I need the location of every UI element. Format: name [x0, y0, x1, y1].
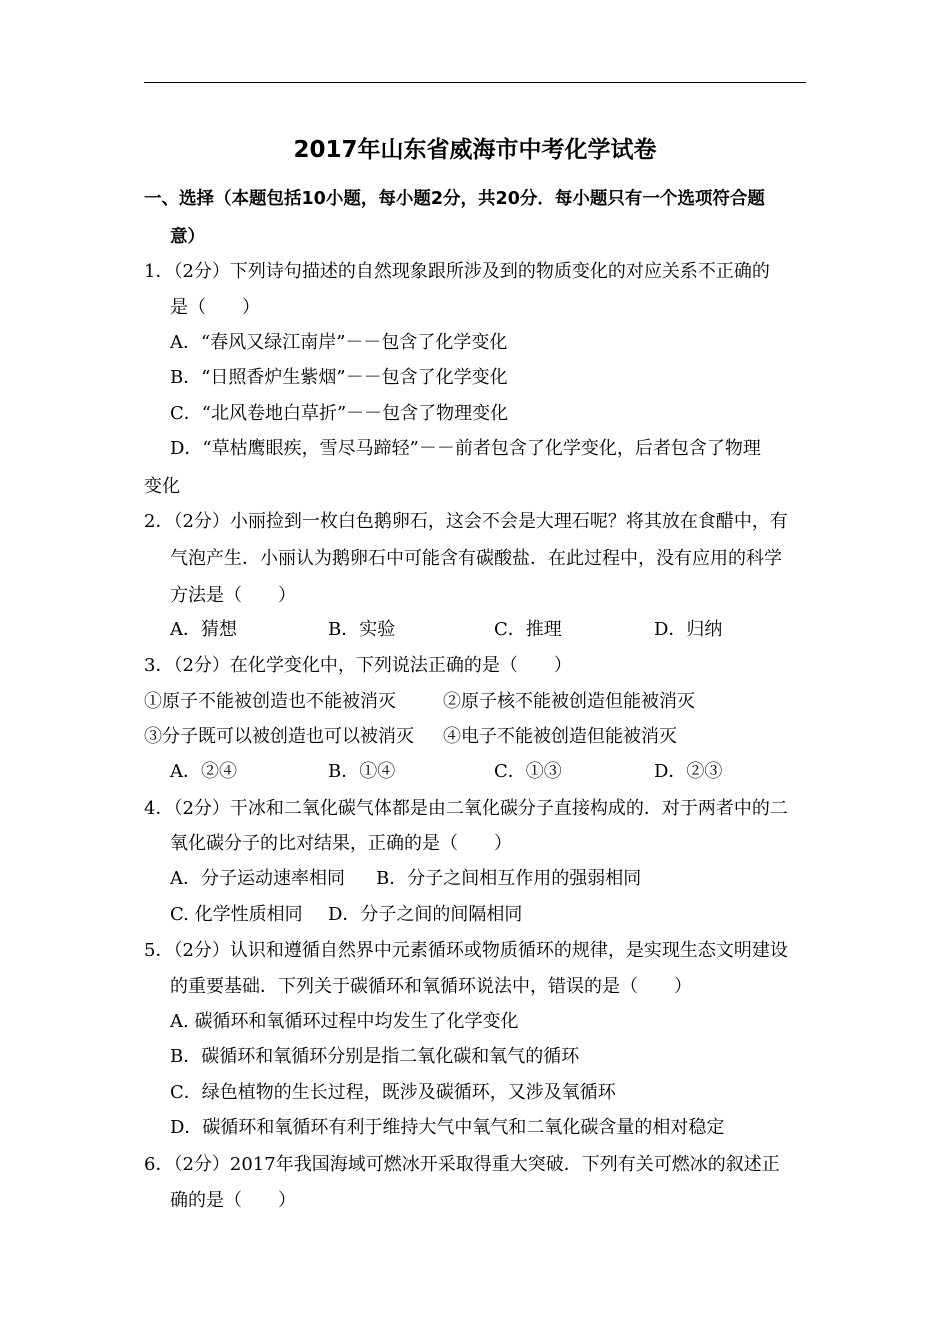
- question-4-option-b: B．分子之间相互作用的强弱相同: [376, 868, 642, 889]
- question-1-option-d: D．“草枯鹰眼疾，雪尽马蹄轻”－－前者包含了化学变化，后者包含了物理: [170, 438, 761, 459]
- question-5-option-a: A. 碳循环和氧循环过程中均发生了化学变化: [170, 1011, 519, 1032]
- question-1-option-b: B．“日照香炉生紫烟”－－包含了化学变化: [170, 367, 508, 388]
- question-2-stem-cont: 气泡产生．小丽认为鹅卵石中可能含有碳酸盐．在此过程中，没有应用的科学: [170, 548, 782, 569]
- question-5-option-c: C．绿色植物的生长过程，既涉及碳循环，又涉及氧循环: [170, 1082, 616, 1103]
- question-6-stem-cont: 确的是（ ）: [170, 1190, 296, 1211]
- question-5-option-d: D．碳循环和氧循环有利于维持大气中氧气和二氧化碳含量的相对稳定: [170, 1117, 725, 1138]
- section-heading-cont: 意）: [170, 227, 205, 247]
- question-2-option-a: A．猜想: [170, 619, 237, 640]
- question-3-statement-4: ④电子不能被创造但能被消灭: [443, 726, 677, 747]
- section-heading: 一、选择（本题包括10小题，每小题2分，共20分．每小题只有一个选项符合题: [144, 189, 765, 209]
- question-5-option-b: B．碳循环和氧循环分别是指二氧化碳和氧气的循环: [170, 1046, 580, 1067]
- question-2-option-b: B．实验: [328, 619, 396, 640]
- question-3-statement-3: ③分子既可以被创造也可以被消灭: [144, 726, 414, 747]
- question-2-option-c: C．推理: [494, 619, 562, 640]
- question-1-stem: 1．（2分）下列诗句描述的自然现象跟所涉及到的物质变化的对应关系不正确的: [144, 261, 770, 282]
- question-5-stem-cont: 的重要基础．下列关于碳循环和氧循环说法中，错误的是（ ）: [170, 976, 692, 997]
- question-6-stem: 6．（2分）2017年我国海域可燃冰开采取得重大突破．下列有关可燃冰的叙述正: [144, 1154, 780, 1175]
- question-1-option-a: A．“春风又绿江南岸”－－包含了化学变化: [170, 332, 508, 353]
- question-3-option-b: B．①④: [328, 761, 396, 782]
- question-4-stem: 4．（2分）干冰和二氧化碳气体都是由二氧化碳分子直接构成的．对于两者中的二: [144, 798, 788, 819]
- question-1-option-d-cont: 变化: [144, 476, 180, 497]
- question-2-option-d: D．归纳: [654, 619, 723, 640]
- question-4-stem-cont: 氧化碳分子的比对结果，正确的是（ ）: [170, 833, 512, 854]
- question-5-stem: 5．（2分）认识和遵循自然界中元素循环或物质循环的规律，是实现生态文明建设: [144, 940, 788, 961]
- header-rule: [144, 82, 806, 83]
- question-2-stem-cont2: 方法是（ ）: [170, 585, 296, 606]
- question-4-option-d: D．分子之间的间隔相同: [328, 904, 523, 925]
- question-4-option-a: A．分子运动速率相同: [170, 868, 345, 889]
- question-3-statement-1: ①原子不能被创造也不能被消灭: [144, 691, 396, 712]
- question-3-option-a: A．②④: [170, 761, 237, 782]
- question-3-option-d: D．②③: [654, 761, 723, 782]
- question-3-option-c: C．①③: [494, 761, 562, 782]
- question-3-stem: 3．（2分）在化学变化中，下列说法正确的是（ ）: [144, 655, 572, 676]
- question-2-stem: 2．（2分）小丽捡到一枚白色鹅卵石，这会不会是大理石呢？将其放在食醋中，有: [144, 511, 788, 532]
- question-1-stem-cont: 是（ ）: [170, 297, 260, 318]
- exam-title: 2017年山东省威海市中考化学试卷: [293, 137, 657, 163]
- question-1-option-c: C．“北风卷地白草折”－－包含了物理变化: [170, 403, 509, 424]
- question-3-statement-2: ②原子核不能被创造但能被消灭: [443, 691, 695, 712]
- question-4-option-c: C. 化学性质相同: [170, 904, 303, 925]
